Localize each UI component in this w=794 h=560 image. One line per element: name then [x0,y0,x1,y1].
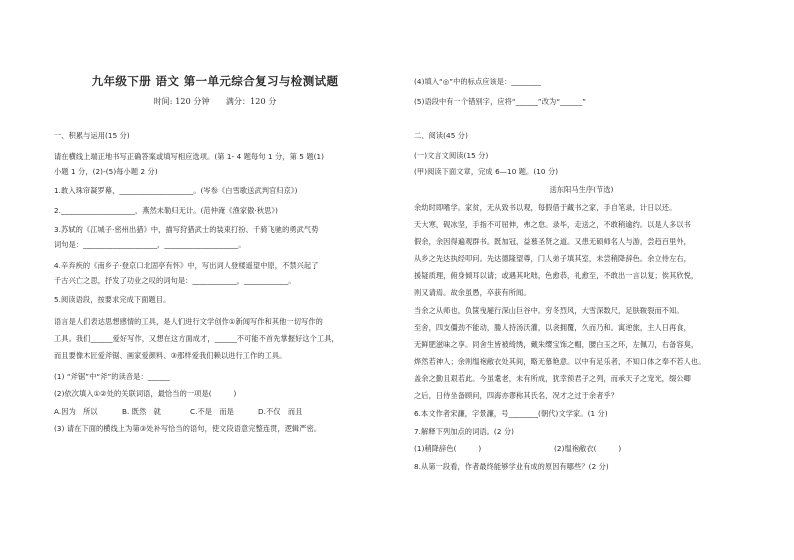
option-d: D.不仅 而且 [258,407,303,416]
question-7-item-1: (1)稍降辞色( ) [414,444,482,453]
question-7: 7.解释下列加点的词语。(2 分) [414,427,515,436]
question-7-item-2: (2)缊袍敝衣( ) [554,444,622,453]
subquestion-2: (2)依次填入①②处的关联词语，最恰当的一项是( ) [54,389,237,398]
subquestion-3: (3) 请在下面的横线上为第③处补写恰当的语句，使文段语意完整连贯，逻辑严密。 [54,424,322,433]
exam-title: 九年级下册 语文 第一单元综合复习与检测试题 [91,74,339,88]
question-6: 6.本文作者宋濂，字景濂，号________(朝代)文学家。(1 分) [414,409,608,418]
option-b: B. 既然 就 [122,407,161,416]
essay-line: 烨然若神人；余则缊袍敝衣处其间，略无慕艳意。以中有足乐者，不知口体之奉不若人也。 [414,357,706,366]
section2-heading: 二、阅读(45 分) [414,131,468,140]
essay-line: 援疑质理，俯身倾耳以请；或遇其叱咄，色愈恭，礼愈至，不敢出一言以复；俟其欣悦， [414,271,699,280]
question-3-line-2: 词句是：____________________，____________________。 [54,240,246,249]
essay-line: 当余之从师也，负箧曳屣行深山巨谷中。穷冬烈风，大雪深数尺，足肤皲裂而不知。 [414,306,684,315]
essay-line: 之后，日侍坐备顾问，四海亦谬称其氏名，况才之过于余者乎？ [414,391,619,400]
section1-heading: 一、积累与运用(15 分) [54,131,130,140]
essay-line: 从乡之先达执经叩问。先达德隆望尊，门人弟子填其室，未尝稍降辞色。余立侍左右， [414,254,691,263]
instructions-line-1: 请在横线上端正地书写正确答案或填写相应选项。(第 1- 4 题每句 1 分，第 5 题(1) [54,152,325,161]
essay-line: 余幼时即嗜学。家贫，无从致书以观，每假借于藏书之家，手自笔录，计日以还。 [414,203,677,212]
essay-line: 无鲜肥滋味之享。同舍生皆被绮绣，戴朱缨宝饰之帽，腰白玉之环，左佩刀，右备容臭， [414,340,699,349]
part1a-heading: (甲)阅读下面文章，完成 6—10 题。(10 分) [414,167,559,176]
question-5: 5.阅读语段，按要求完成下面题目。 [54,295,171,304]
option-c: C.不是 而是 [190,407,234,416]
subquestion-1: (1) “斧锯”中“斧”的读音是：______ [54,372,170,381]
passage-line-1: 语言是人们表达思想感情的工具，是人们进行文学创作①新闻写作和其他一切写作的 [54,317,323,326]
exam-subtitle: 时间: 120 分钟 满分：120 分 [153,97,277,106]
question-3-line-1: 3.苏轼的《江城子·密州出猎》中，描写狩猎武士的装束打扮、千骑飞驰的勇武气势 [54,225,319,234]
subquestion-5: (5)语段中有一个错别字，应将“______”改为“______” [414,97,587,106]
essay-line: 假余，余因得遍观群书。既加冠，益慕圣贤之道。又患无硕师名人与游，尝趋百里外， [414,237,691,246]
part1-heading: (一)文言文阅读(15 分) [414,151,489,160]
passage-line-2: 工具。我们______爱好写作，又想在这方面成才，______不可能不首先掌握好这个工具， [54,334,339,343]
essay-line: 则又请焉。故余虽愚，卒获有所闻。 [414,288,531,297]
subquestion-4: (4)填入“◎”中的标点应该是：________ [414,77,541,86]
question-4-line-1: 4.辛弃疾的《南乡子·登京口北固亭有怀》中，写出词人登楼遥望中原，不禁兴起了 [54,261,319,270]
question-1: 1.敢入珠帘凝罗幕，____________________。(岑参《白雪歌送武判官归京》) [54,186,298,195]
instructions-line-2: 小题 1 分，(2)-(5)每小题 2 分) [54,167,158,176]
passage-line-3: 而且要像木匠爱斧锯、画家爱颜料、③那样爱我们赖以进行工作的工具。 [54,351,287,360]
question-4-line-2: 千古兴亡之思，抒发了功业之叹的词句是：____________，____________。 [54,276,296,285]
essay-title: 送东阳马生序(节选) [549,185,614,194]
question-2: 2.____________________，燕然未勒归无计。(范仲淹《渔家傲·秋思》) [54,206,278,215]
option-a: A.因为 所以 [54,407,98,416]
essay-line: 至舍，四支僵劲不能动，媵人持汤沃灌，以衾拥覆，久而乃和。寓逆旅，主人日再食， [414,323,691,332]
essay-line: 天大寒，砚冰坚，手指不可屈伸，弗之怠。录毕，走送之，不敢稍逾约。以是人多以书 [414,220,691,229]
question-8: 8.从第一段看，作者最终能够学业有成的原因有哪些？(2 分) [414,462,609,471]
essay-line: 盖余之勤且艰若此。今虽耄老，未有所成，犹幸预君子之列，而承天子之宠光，缀公卿 [414,374,691,383]
